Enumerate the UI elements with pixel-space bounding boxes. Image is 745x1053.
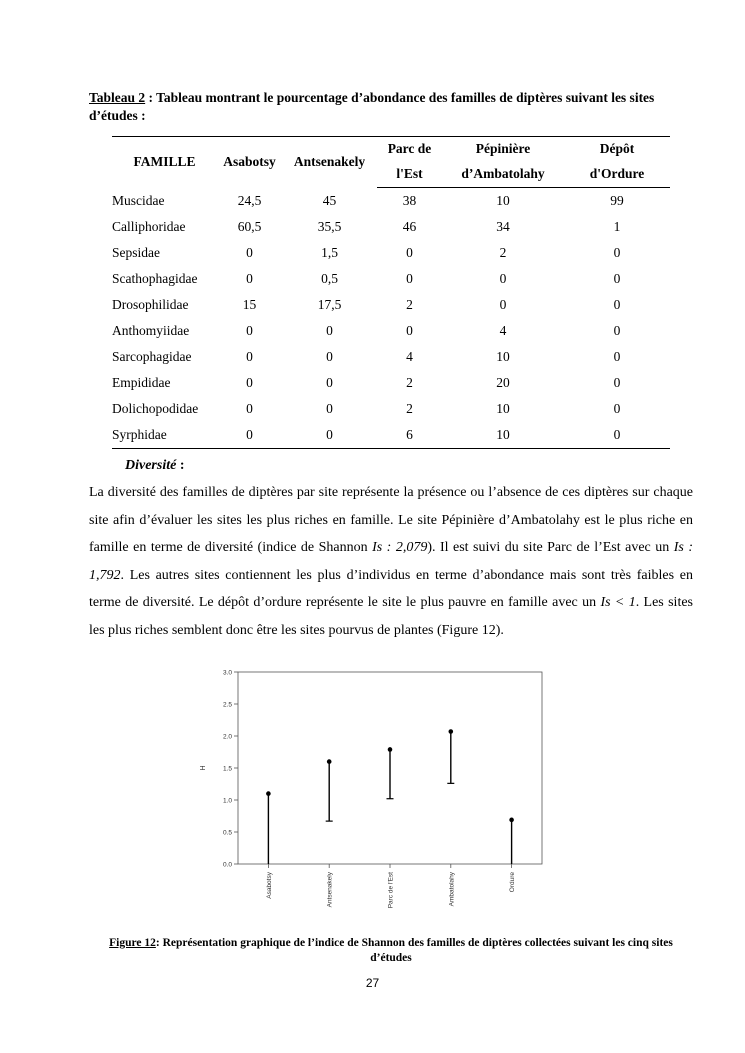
cell-family: Drosophilidae — [112, 297, 189, 312]
y-tick-label: 0.0 — [222, 861, 232, 869]
cell-value: 24,5 — [237, 192, 262, 208]
cell-value: 0 — [613, 271, 621, 286]
table-row — [112, 188, 670, 215]
cell-value: 1 — [613, 219, 621, 234]
cell-family: Empididae — [112, 375, 171, 390]
cell-family: Calliphoridae — [112, 219, 186, 234]
paragraph-text: . Les autres sites contiennent les plus d’individus en terme d’abondance mais sont très faibles en terme de diversité. Le dépôt d’ordure représente le site le plus pauvre en famille avec un — [89, 567, 693, 610]
cell-value: 0 — [613, 401, 621, 416]
cell-value: 10 — [496, 193, 510, 208]
header-pepiniere-line2: d’Ambatolahy — [442, 161, 564, 188]
paragraph-text: ). Il est suivi du site Parc de l’Est avec un — [427, 540, 674, 555]
header-famille: FAMILLE — [112, 137, 217, 188]
cell-value: 0 — [613, 245, 621, 260]
cell-value: 0 — [246, 323, 253, 338]
paragraph-text: . Les sites les plus riches semblent donc être les sites pourvus de plantes (Figure 12). — [89, 595, 693, 638]
table-row — [112, 422, 670, 449]
x-tick-label: Parc de l'Est — [387, 872, 395, 909]
diversite-heading — [125, 458, 185, 474]
diversite-heading-colon: : — [176, 458, 185, 473]
cell-value: 0 — [326, 349, 333, 364]
table-row — [112, 370, 670, 396]
figure-caption-text: : Représentation graphique de l’indice de Shannon des familles de diptères collectées suivant les cinq sites d’études — [155, 937, 673, 964]
cell-value: 0 — [326, 401, 333, 416]
y-tick-label: 1.5 — [222, 765, 232, 773]
data-point — [327, 759, 332, 764]
table-caption-label: Tableau 2 — [89, 90, 146, 105]
cell-value: 4 — [499, 323, 507, 338]
cell-value: 2 — [406, 297, 413, 312]
header-antsenakely: Antsenakely — [282, 137, 377, 188]
cell-value: 45 — [322, 192, 337, 208]
table-caption — [89, 89, 693, 125]
table-row — [112, 396, 670, 422]
data-point — [509, 818, 514, 823]
cell-value: 0 — [613, 349, 621, 364]
cell-family: Sarcophagidae — [112, 349, 192, 364]
cell-value: 0 — [499, 271, 507, 286]
x-tick-label: Ambatolahy — [448, 872, 456, 907]
y-tick-label: 2.5 — [222, 701, 232, 709]
cell-family: Dolichopodidae — [112, 401, 199, 416]
cell-value: 1,5 — [321, 245, 338, 260]
x-tick-label: Antsenakely — [326, 872, 334, 908]
cell-value: 0 — [246, 271, 253, 286]
cell-value: 2 — [406, 375, 413, 390]
table-row — [112, 344, 670, 370]
cell-value: 4 — [406, 349, 413, 364]
cell-value: 2 — [406, 401, 413, 416]
shannon-parc: Is : 1,792 — [89, 540, 693, 583]
y-tick-label: 0.5 — [222, 829, 232, 837]
cell-value: 10 — [496, 349, 510, 364]
table-row — [112, 266, 670, 292]
y-tick-label: 3.0 — [222, 669, 232, 677]
table-caption-text: : Tableau montrant le pourcentage d’abondance des familles de diptères suivant les sites d’études : — [89, 90, 655, 123]
cell-value: 34 — [496, 219, 510, 234]
diversite-heading-text: Diversité — [125, 458, 177, 473]
x-tick-label: Ordure — [509, 872, 517, 893]
figure-caption — [89, 936, 693, 966]
cell-family: Scathophagidae — [112, 271, 198, 286]
cell-value: 10 — [442, 422, 564, 449]
header-asabotsy: Asabotsy — [217, 137, 282, 188]
page-number: 27 — [365, 976, 380, 990]
cell-value: 0 — [326, 323, 333, 338]
cell-value: 15 — [242, 297, 257, 312]
x-tick-label: Asabotsy — [265, 872, 273, 899]
cell-family: Syrphidae — [112, 422, 217, 449]
cell-value: 0 — [499, 297, 507, 312]
cell-value: 0 — [246, 349, 253, 364]
table-row — [112, 318, 670, 344]
header-depot-line2: d'Ordure — [564, 161, 670, 188]
paragraph-text: La diversité des familles de diptères par site représente la présence ou l’absence de ces diptères sur chaque site afin d’évaluer les sites les plus riches en famille. Le site Pépinière d’Ambatolahy est le plus riche en famille en terme de diversité (indice de Shannon — [89, 485, 693, 555]
header-parc-line1: Parc de — [377, 137, 442, 162]
abundance-table — [112, 136, 670, 449]
cell-value: 0 — [246, 401, 253, 416]
cell-value: 0 — [564, 422, 670, 449]
table-row — [112, 240, 670, 266]
header-parc-line2: l'Est — [377, 161, 442, 188]
cell-family: Anthomyiidae — [112, 323, 190, 338]
cell-value: 0 — [613, 375, 621, 390]
shannon-chart-svg — [195, 662, 555, 917]
cell-family: Muscidae — [112, 192, 165, 208]
data-point — [449, 729, 454, 734]
cell-family: Sepsidae — [112, 245, 160, 260]
header-depot-line1: Dépôt — [564, 137, 670, 162]
cell-value: 0 — [406, 323, 413, 338]
table-row — [112, 292, 670, 318]
cell-value: 0 — [282, 422, 377, 449]
y-tick-label: 1.0 — [222, 797, 232, 805]
cell-value: 0 — [406, 245, 413, 260]
cell-value: 10 — [496, 401, 510, 416]
cell-value: 20 — [496, 375, 510, 390]
data-point — [388, 747, 393, 752]
cell-value: 0 — [613, 297, 621, 312]
header-pepiniere-line1: Pépinière — [442, 137, 564, 162]
cell-value: 0 — [246, 375, 253, 390]
cell-value: 0 — [326, 375, 333, 390]
y-tick-label: 2.0 — [222, 733, 232, 741]
diversite-paragraph — [89, 479, 693, 644]
cell-value: 46 — [402, 219, 417, 234]
cell-value: 60,5 — [237, 219, 262, 234]
data-point — [266, 791, 271, 796]
shannon-ambatolahy: Is : 2,079 — [372, 540, 428, 555]
cell-value: 17,5 — [317, 297, 342, 312]
table-row — [112, 214, 670, 240]
shannon-ordure: Is < 1 — [600, 595, 636, 610]
cell-value: 0,5 — [321, 271, 338, 286]
cell-value: 0 — [217, 422, 282, 449]
cell-value: 38 — [402, 193, 417, 208]
cell-value: 2 — [499, 245, 507, 260]
cell-value: 0 — [613, 323, 621, 338]
cell-value: 35,5 — [317, 219, 342, 234]
figure-caption-label: Figure 12 — [109, 937, 156, 949]
cell-value: 0 — [406, 271, 413, 286]
cell-value: 0 — [246, 245, 253, 260]
cell-value: 99 — [610, 193, 624, 208]
shannon-chart — [195, 662, 555, 922]
cell-value: 6 — [377, 422, 442, 449]
y-axis-label: H — [200, 765, 207, 771]
